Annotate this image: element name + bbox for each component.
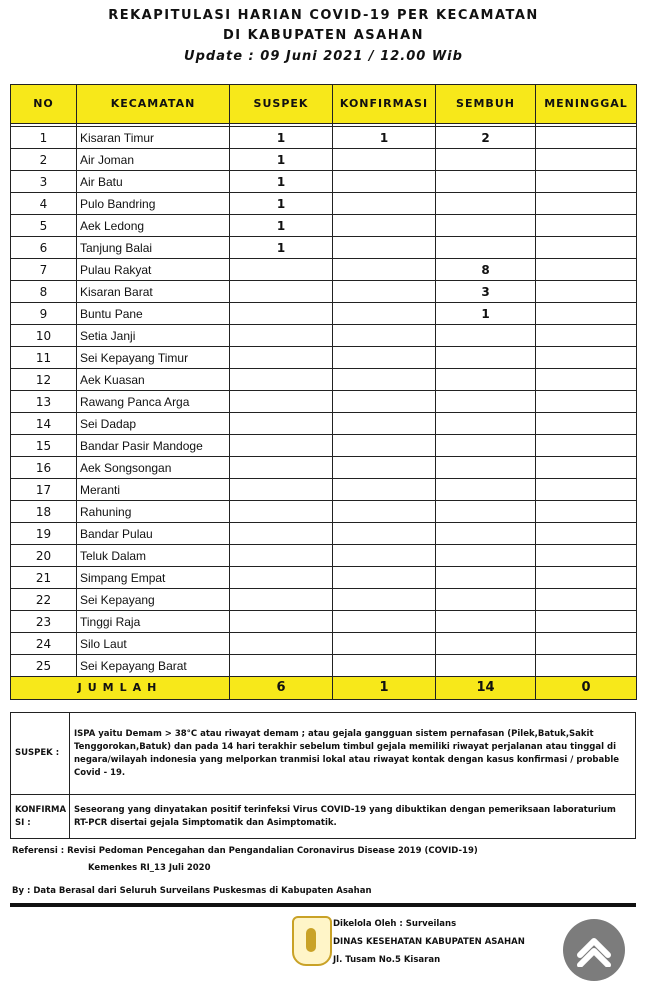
cell-suspek: 1 (230, 149, 333, 171)
cell-suspek (230, 611, 333, 633)
cell-kecamatan: Air Joman (77, 149, 230, 171)
cell-konfirmasi (333, 259, 436, 281)
agency-name: DINAS KESEHATAN KABUPATEN ASAHAN (333, 937, 525, 947)
cell-konfirmasi (333, 215, 436, 237)
cell-meninggal (536, 655, 637, 677)
cell-meninggal (536, 567, 637, 589)
agency-address: Jl. Tusam No.5 Kisaran (333, 955, 441, 965)
cell-sembuh (436, 325, 536, 347)
cell-no: 12 (11, 369, 77, 391)
cell-no: 19 (11, 523, 77, 545)
table-row (11, 149, 637, 171)
cell-kecamatan: Bandar Pulau (77, 523, 230, 545)
cell-konfirmasi (333, 479, 436, 501)
cell-meninggal (536, 193, 637, 215)
cell-sembuh (436, 369, 536, 391)
definition-konfirmasi-label: KONFIRMA SI : (11, 795, 70, 839)
cell-no: 18 (11, 501, 77, 523)
table-row (11, 611, 637, 633)
cell-sembuh (436, 171, 536, 193)
col-header-suspek: SUSPEK (230, 85, 333, 124)
total-sembuh: 14 (436, 677, 536, 700)
cell-meninggal (536, 391, 637, 413)
cell-suspek (230, 633, 333, 655)
cell-no: 8 (11, 281, 77, 303)
total-konfirmasi: 1 (333, 677, 436, 700)
scroll-top-button[interactable] (563, 919, 625, 981)
cell-suspek (230, 303, 333, 325)
cell-konfirmasi (333, 501, 436, 523)
cell-konfirmasi (333, 303, 436, 325)
cell-no: 2 (11, 149, 77, 171)
cell-meninggal (536, 589, 637, 611)
cell-no: 13 (11, 391, 77, 413)
cell-sembuh: 8 (436, 259, 536, 281)
cell-konfirmasi (333, 457, 436, 479)
cell-sembuh (436, 413, 536, 435)
table-row (11, 369, 637, 391)
definitions-table (10, 712, 636, 839)
cell-no: 14 (11, 413, 77, 435)
table-row (11, 303, 637, 325)
cell-sembuh (436, 501, 536, 523)
cell-kecamatan: Aek Ledong (77, 215, 230, 237)
cell-sembuh (436, 567, 536, 589)
cell-kecamatan: Tinggi Raja (77, 611, 230, 633)
total-row (11, 677, 637, 700)
reference-text: Referensi : Revisi Pedoman Pencegahan dan Pengandalian Coronavirus Disease 2019 (COVID-19) (12, 846, 478, 856)
cell-konfirmasi (333, 193, 436, 215)
cell-sembuh (436, 545, 536, 567)
table-row (11, 545, 637, 567)
cell-sembuh: 3 (436, 281, 536, 303)
cell-meninggal (536, 369, 637, 391)
cell-no: 7 (11, 259, 77, 281)
cell-meninggal (536, 171, 637, 193)
cell-kecamatan: Sei Kepayang (77, 589, 230, 611)
cell-suspek (230, 501, 333, 523)
cell-meninggal (536, 545, 637, 567)
cell-konfirmasi (333, 435, 436, 457)
cell-kecamatan: Pulau Rakyat (77, 259, 230, 281)
cell-sembuh (436, 435, 536, 457)
table-row (11, 127, 637, 149)
table-row (11, 523, 637, 545)
table-row (11, 215, 637, 237)
total-suspek: 6 (230, 677, 333, 700)
definition-konfirmasi-text: Seseorang yang dinyatakan positif terinfeksi Virus COVID-19 yang dibuktikan dengan pemeriksaan laboraturium RT-PCR disertai gejala Simptomatik dan Asimptomatik. (70, 795, 636, 839)
table-row (11, 479, 637, 501)
col-header-konfirmasi: KONFIRMASI (333, 85, 436, 124)
cell-sembuh: 2 (436, 127, 536, 149)
cell-suspek (230, 435, 333, 457)
cell-suspek: 1 (230, 237, 333, 259)
table-row (11, 567, 637, 589)
cell-suspek (230, 413, 333, 435)
cell-konfirmasi (333, 369, 436, 391)
cell-kecamatan: Sei Kepayang Barat (77, 655, 230, 677)
cell-meninggal (536, 479, 637, 501)
cell-no: 1 (11, 127, 77, 149)
cell-konfirmasi (333, 171, 436, 193)
reference-source: Kemenkes RI_13 Juli 2020 (88, 863, 211, 873)
table-row (11, 457, 637, 479)
col-header-sembuh: SEMBUH (436, 85, 536, 124)
cell-suspek (230, 589, 333, 611)
cell-konfirmasi (333, 281, 436, 303)
table-row (11, 633, 637, 655)
cell-konfirmasi (333, 325, 436, 347)
col-header-no: NO (11, 85, 77, 124)
cell-konfirmasi (333, 545, 436, 567)
cell-kecamatan: Setia Janji (77, 325, 230, 347)
cell-meninggal (536, 611, 637, 633)
cell-kecamatan: Teluk Dalam (77, 545, 230, 567)
cell-no: 3 (11, 171, 77, 193)
update-date: Update : 09 Juni 2021 / 12.00 Wib (184, 49, 463, 64)
cell-no: 17 (11, 479, 77, 501)
cell-suspek (230, 479, 333, 501)
table-row (11, 171, 637, 193)
cell-konfirmasi (333, 655, 436, 677)
cell-kecamatan: Buntu Pane (77, 303, 230, 325)
table-row (11, 435, 637, 457)
data-source-note: By : Data Berasal dari Seluruh Surveilans Puskesmas di Kabupaten Asahan (12, 886, 372, 896)
cell-no: 11 (11, 347, 77, 369)
cell-no: 23 (11, 611, 77, 633)
cell-meninggal (536, 215, 637, 237)
cell-suspek (230, 281, 333, 303)
report-subtitle: DI KABUPATEN ASAHAN (222, 28, 425, 43)
cell-kecamatan: Tanjung Balai (77, 237, 230, 259)
table-row (11, 281, 637, 303)
cell-suspek (230, 655, 333, 677)
cell-no: 6 (11, 237, 77, 259)
cell-konfirmasi: 1 (333, 127, 436, 149)
recap-table (10, 84, 637, 700)
cell-kecamatan: Sei Kepayang Timur (77, 347, 230, 369)
cell-no: 20 (11, 545, 77, 567)
cell-no: 16 (11, 457, 77, 479)
cell-konfirmasi (333, 611, 436, 633)
chevron-up-icon (576, 933, 612, 967)
cell-konfirmasi (333, 149, 436, 171)
cell-meninggal (536, 501, 637, 523)
cell-suspek (230, 545, 333, 567)
definition-suspek-row (11, 713, 636, 795)
cell-suspek (230, 567, 333, 589)
cell-konfirmasi (333, 633, 436, 655)
cell-suspek (230, 523, 333, 545)
cell-meninggal (536, 457, 637, 479)
cell-suspek: 1 (230, 171, 333, 193)
cell-kecamatan: Aek Songsongan (77, 457, 230, 479)
cell-konfirmasi (333, 413, 436, 435)
cell-meninggal (536, 347, 637, 369)
asahan-logo (292, 916, 332, 966)
cell-sembuh (436, 523, 536, 545)
total-meninggal: 0 (536, 677, 637, 700)
total-label: JUMLAH (11, 677, 230, 700)
cell-meninggal (536, 325, 637, 347)
cell-no: 22 (11, 589, 77, 611)
cell-sembuh (436, 589, 536, 611)
managed-by: Dikelola Oleh : Surveilans (333, 919, 457, 929)
cell-no: 15 (11, 435, 77, 457)
definition-suspek-text: ISPA yaitu Demam > 38°C atau riwayat demam ; atau gejala gangguan sistem pernafasan (Pilek,Batuk,Sakit Tenggorokan,Batuk) dan pada 14 hari terakhir sebelum timbul gejala memiliki riwayat perjalanan atau tinggal di negara/wilayah indonesia yang melporkan tranmisi lokal atau riwayat kontak dengan kasus konfirmasi / probable Covid - 19. (70, 713, 636, 795)
definition-konfirmasi-row (11, 795, 636, 839)
cell-konfirmasi (333, 567, 436, 589)
cell-sembuh (436, 457, 536, 479)
cell-meninggal (536, 149, 637, 171)
cell-kecamatan: Kisaran Barat (77, 281, 230, 303)
cell-kecamatan: Simpang Empat (77, 567, 230, 589)
table-row (11, 391, 637, 413)
cell-meninggal (536, 633, 637, 655)
cell-sembuh (436, 215, 536, 237)
cell-no: 5 (11, 215, 77, 237)
cell-meninggal (536, 435, 637, 457)
cell-kecamatan: Air Batu (77, 171, 230, 193)
table-row (11, 655, 637, 677)
cell-sembuh (436, 655, 536, 677)
cell-meninggal (536, 413, 637, 435)
cell-suspek (230, 457, 333, 479)
col-header-meninggal: MENINGGAL (536, 85, 637, 124)
cell-meninggal (536, 127, 637, 149)
cell-sembuh (436, 633, 536, 655)
cell-suspek (230, 347, 333, 369)
cell-suspek: 1 (230, 193, 333, 215)
cell-kecamatan: Bandar Pasir Mandoge (77, 435, 230, 457)
cell-sembuh (436, 611, 536, 633)
cell-kecamatan: Kisaran Timur (77, 127, 230, 149)
cell-sembuh (436, 347, 536, 369)
cell-sembuh (436, 149, 536, 171)
cell-suspek (230, 325, 333, 347)
table-row (11, 589, 637, 611)
definition-suspek-label: SUSPEK : (11, 713, 70, 795)
table-row (11, 259, 637, 281)
table-row (11, 347, 637, 369)
report-title: REKAPITULASI HARIAN COVID-19 PER KECAMATAN (108, 8, 539, 23)
cell-suspek: 1 (230, 215, 333, 237)
table-row (11, 501, 637, 523)
cell-sembuh: 1 (436, 303, 536, 325)
table-row (11, 413, 637, 435)
cell-konfirmasi (333, 347, 436, 369)
cell-kecamatan: Meranti (77, 479, 230, 501)
cell-meninggal (536, 281, 637, 303)
cell-sembuh (436, 237, 536, 259)
cell-konfirmasi (333, 391, 436, 413)
cell-sembuh (436, 391, 536, 413)
cell-suspek: 1 (230, 127, 333, 149)
cell-kecamatan: Pulo Bandring (77, 193, 230, 215)
cell-kecamatan: Rahuning (77, 501, 230, 523)
cell-konfirmasi (333, 237, 436, 259)
table-header-row (11, 85, 637, 124)
cell-meninggal (536, 523, 637, 545)
table-row (11, 325, 637, 347)
cell-kecamatan: Sei Dadap (77, 413, 230, 435)
cell-suspek (230, 391, 333, 413)
cell-no: 25 (11, 655, 77, 677)
cell-sembuh (436, 193, 536, 215)
cell-konfirmasi (333, 523, 436, 545)
col-header-kecamatan: KECAMATAN (77, 85, 230, 124)
cell-kecamatan: Silo Laut (77, 633, 230, 655)
cell-meninggal (536, 237, 637, 259)
cell-no: 4 (11, 193, 77, 215)
cell-meninggal (536, 259, 637, 281)
cell-sembuh (436, 479, 536, 501)
cell-suspek (230, 369, 333, 391)
footer-divider (10, 903, 636, 907)
cell-meninggal (536, 303, 637, 325)
table-row (11, 237, 637, 259)
cell-no: 9 (11, 303, 77, 325)
cell-no: 24 (11, 633, 77, 655)
cell-suspek (230, 259, 333, 281)
cell-kecamatan: Rawang Panca Arga (77, 391, 230, 413)
cell-kecamatan: Aek Kuasan (77, 369, 230, 391)
table-row (11, 193, 637, 215)
cell-no: 10 (11, 325, 77, 347)
cell-konfirmasi (333, 589, 436, 611)
cell-no: 21 (11, 567, 77, 589)
